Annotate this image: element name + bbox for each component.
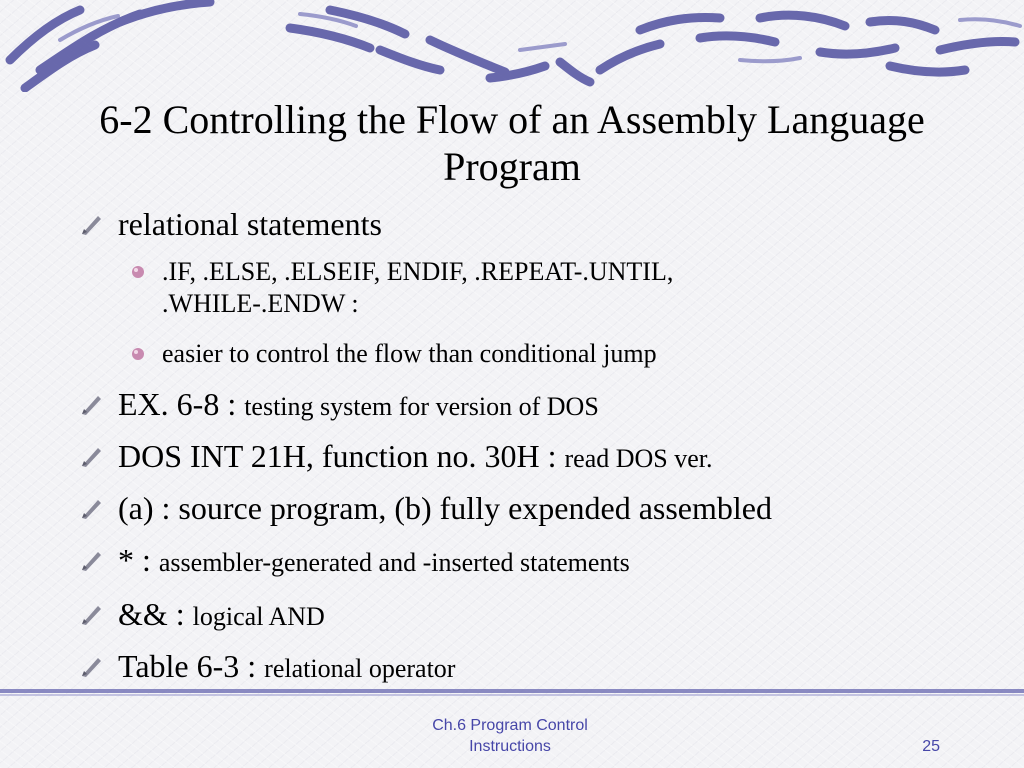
footer-line-2: Instructions (469, 738, 551, 755)
sub-bullet-text: .IF, .ELSE, .ELSEIF, ENDIF, .REPEAT-.UNTIL, .WHILE-.ENDW : (162, 257, 674, 318)
bullet-text: (a) : source program, (b) fully expended assembled (118, 490, 772, 526)
footer-line-1: Ch.6 Program Control (432, 717, 588, 734)
footer-divider (0, 682, 1024, 700)
bullet-item (78, 488, 772, 528)
bullet-detail: relational operator (264, 654, 456, 683)
bullet-detail: assembler-generated and -inserted statements (158, 548, 630, 577)
quill-bullet-icon (78, 204, 118, 244)
sub-bullet-item (130, 256, 742, 320)
dot-bullet-icon (130, 338, 162, 370)
page-number: 25 (922, 738, 940, 755)
quill-bullet-icon (78, 646, 118, 686)
bullet-item (78, 384, 599, 427)
bullet-item (78, 594, 325, 637)
bullet-text: relational statements (118, 206, 382, 242)
quill-bullet-icon (78, 436, 118, 476)
footer-chapter (360, 715, 660, 757)
bullet-lead: EX. 6-8 : (118, 386, 245, 422)
bullet-lead: DOS INT 21H, function no. 30H : (118, 438, 565, 474)
bullet-item (78, 204, 382, 244)
quill-bullet-icon (78, 384, 118, 424)
sub-bullet-item (130, 338, 657, 370)
bullet-detail: read DOS ver. (564, 444, 713, 473)
bullet-item (78, 540, 630, 583)
bullet-lead: * : (118, 542, 159, 578)
dot-bullet-icon (130, 256, 162, 288)
quill-bullet-icon (78, 540, 118, 580)
sub-bullet-text: easier to control the flow than conditional jump (162, 339, 657, 368)
bullet-lead: && : (118, 596, 193, 632)
slide-title: 6-2 Controlling the Flow of an Assembly Language Program (99, 97, 925, 189)
bullet-lead: Table 6-3 : (118, 648, 265, 684)
quill-bullet-icon (78, 488, 118, 528)
quill-bullet-icon (78, 594, 118, 634)
bullet-item (78, 436, 713, 479)
bullet-detail: testing system for version of DOS (244, 392, 599, 421)
bullet-detail: logical AND (192, 602, 325, 631)
